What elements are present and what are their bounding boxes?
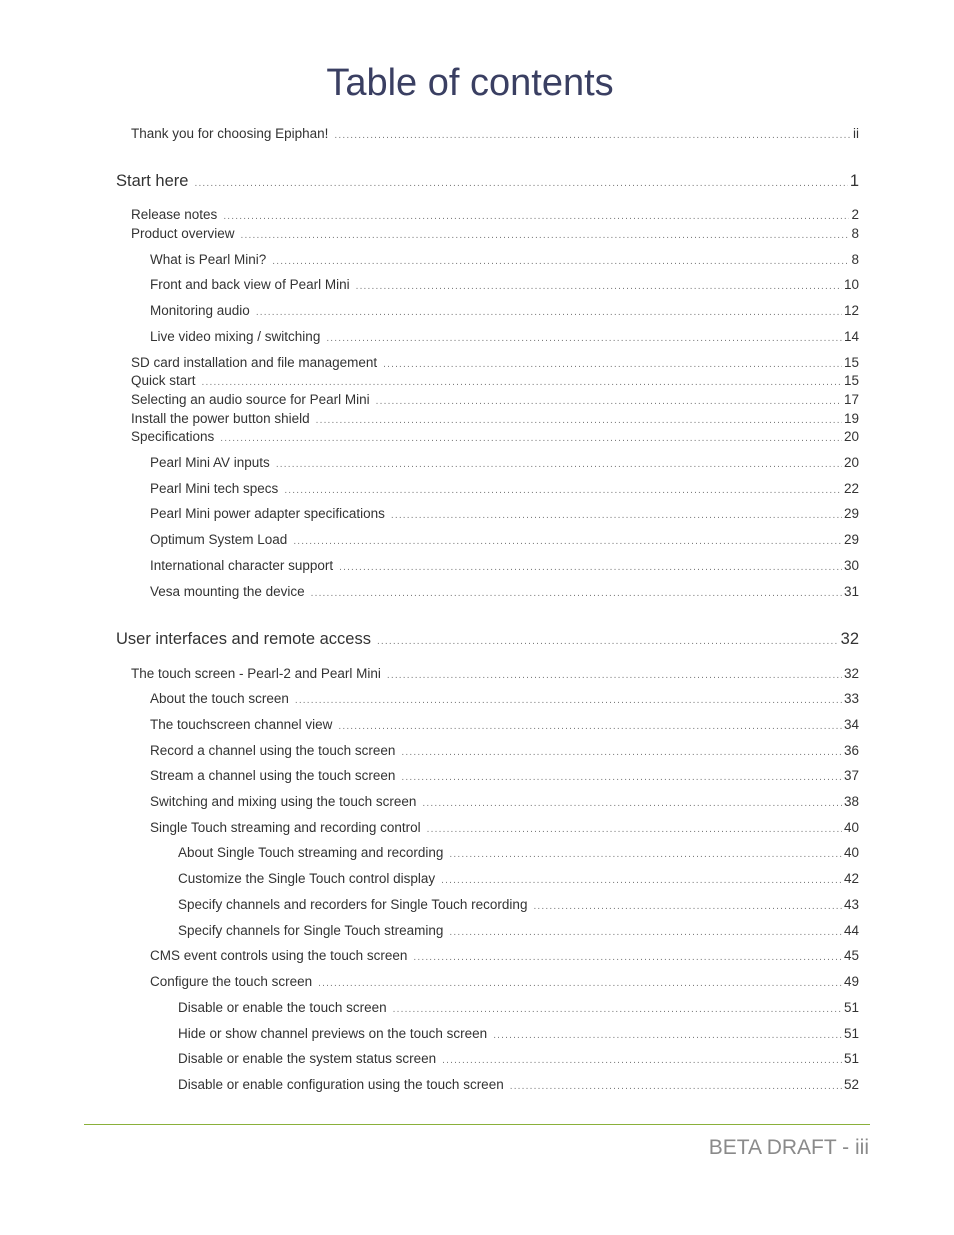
toc-entry-thank-you[interactable] [131, 126, 859, 141]
toc-chapter-start-here[interactable] [116, 172, 859, 191]
toc-page: 14 [843, 329, 859, 344]
footer-page-number: iii [855, 1136, 869, 1159]
toc-page: 45 [843, 948, 859, 963]
leader-dots [533, 901, 842, 912]
toc-label: Quick start [131, 373, 196, 388]
toc-entry[interactable] [150, 506, 859, 521]
toc-page: 34 [843, 717, 859, 732]
toc-entry[interactable] [150, 584, 859, 599]
toc-entry[interactable] [150, 481, 859, 496]
toc-page: 29 [843, 532, 859, 547]
toc-label: Release notes [131, 207, 218, 222]
leader-dots [387, 670, 842, 681]
toc-label: Specifications [131, 429, 215, 444]
toc-entry[interactable] [131, 355, 859, 370]
toc-entry[interactable] [150, 691, 859, 706]
leader-dots [223, 211, 849, 222]
toc-label: Optimum System Load [150, 532, 288, 547]
leader-dots [401, 747, 842, 758]
toc-entry[interactable] [131, 429, 859, 444]
toc-page: 8 [851, 226, 859, 241]
toc-entry[interactable] [178, 923, 859, 938]
toc-page: 30 [843, 558, 859, 573]
toc-page: 40 [843, 820, 859, 835]
toc-label: Record a channel using the touch screen [150, 743, 396, 758]
toc-page: 19 [843, 411, 859, 426]
toc-entry[interactable] [150, 794, 859, 809]
leader-dots [295, 695, 842, 706]
page-footer [709, 1136, 869, 1160]
toc-page: 1 [849, 172, 859, 190]
toc-entry[interactable] [150, 252, 859, 267]
toc-page: 17 [843, 392, 859, 407]
leader-dots [391, 510, 842, 521]
toc-page: 51 [843, 1000, 859, 1015]
leader-dots [441, 875, 842, 886]
toc-entry[interactable] [131, 666, 859, 681]
toc-label: The touchscreen channel view [150, 717, 333, 732]
toc-entry[interactable] [178, 1000, 859, 1015]
toc-page: ii [853, 126, 859, 141]
leader-dots [442, 1055, 842, 1066]
toc-page: 49 [843, 974, 859, 989]
toc-page: 40 [843, 845, 859, 860]
toc-label: CMS event controls using the touch screen [150, 948, 408, 963]
toc-entry[interactable] [150, 532, 859, 547]
leader-dots [202, 377, 842, 388]
toc-label: Vesa mounting the device [150, 584, 305, 599]
toc-label: About the touch screen [150, 691, 289, 706]
leader-dots [356, 281, 842, 292]
toc-label: User interfaces and remote access [116, 630, 371, 648]
toc-label: Stream a channel using the touch screen [150, 768, 396, 783]
toc-label: Single Touch streaming and recording control [150, 820, 421, 835]
toc-page: 10 [843, 277, 859, 292]
toc-entry[interactable] [150, 303, 859, 318]
leader-dots [393, 1004, 842, 1015]
leader-dots [493, 1030, 842, 1041]
toc-entry[interactable] [131, 411, 859, 426]
toc-page: 15 [843, 355, 859, 370]
leader-dots [293, 536, 842, 547]
toc-label: Thank you for choosing Epiphan! [131, 126, 329, 141]
leader-dots [276, 459, 842, 470]
leader-dots [194, 178, 847, 189]
toc-entry[interactable] [150, 820, 859, 835]
toc-label: Monitoring audio [150, 303, 250, 318]
toc-entry[interactable] [150, 743, 859, 758]
toc-entry[interactable] [150, 329, 859, 344]
toc-page: 32 [840, 630, 859, 648]
toc-entry[interactable] [131, 226, 859, 241]
leader-dots [316, 415, 842, 426]
toc-page: 20 [843, 455, 859, 470]
toc-page: 8 [851, 252, 859, 267]
leader-dots [377, 636, 839, 647]
toc-page: 12 [843, 303, 859, 318]
leader-dots [376, 396, 842, 407]
toc-page: 32 [843, 666, 859, 681]
toc-label: The touch screen - Pearl-2 and Pearl Mini [131, 666, 381, 681]
toc-page: 2 [851, 207, 859, 222]
leader-dots [220, 433, 842, 444]
toc-entry[interactable] [131, 373, 859, 388]
toc-label: Pearl Mini tech specs [150, 481, 279, 496]
toc-chapter-user-interfaces[interactable] [116, 630, 859, 649]
page-title: Table of contents [326, 62, 614, 104]
toc-label: Configure the touch screen [150, 974, 313, 989]
toc-entry[interactable] [150, 974, 859, 989]
toc-label: Install the power button shield [131, 411, 310, 426]
leader-dots [284, 485, 842, 496]
leader-dots [338, 721, 842, 732]
toc-label: Disable or enable the system status screen [178, 1051, 437, 1066]
toc-entry[interactable] [178, 845, 859, 860]
leader-dots [256, 307, 842, 318]
toc-label: Specify channels for Single Touch streaming [178, 923, 444, 938]
toc-page: 29 [843, 506, 859, 521]
toc-label: Customize the Single Touch control display [178, 871, 436, 886]
toc-page: 22 [843, 481, 859, 496]
toc-label: About Single Touch streaming and recording [178, 845, 444, 860]
toc-label: What is Pearl Mini? [150, 252, 267, 267]
leader-dots [326, 333, 842, 344]
leader-dots [449, 927, 842, 938]
leader-dots [449, 849, 842, 860]
toc-label: Hide or show channel previews on the touch screen [178, 1026, 488, 1041]
toc-page: 44 [843, 923, 859, 938]
leader-dots [510, 1081, 842, 1092]
toc-entry[interactable] [150, 768, 859, 783]
leader-dots [318, 978, 842, 989]
leader-dots [427, 824, 842, 835]
toc-entry[interactable] [178, 1077, 859, 1092]
toc-label: Specify channels and recorders for Single Touch recording [178, 897, 528, 912]
toc-entry[interactable] [150, 948, 859, 963]
toc-page: 51 [843, 1026, 859, 1041]
toc-entry[interactable] [178, 897, 859, 912]
toc-entry[interactable] [178, 1051, 859, 1066]
toc-label: Pearl Mini power adapter specifications [150, 506, 385, 521]
toc-page: 15 [843, 373, 859, 388]
toc-page: 37 [843, 768, 859, 783]
toc-label: Start here [116, 172, 189, 190]
toc-entry[interactable] [150, 455, 859, 470]
toc-label: SD card installation and file management [131, 355, 378, 370]
toc-entry[interactable] [178, 1026, 859, 1041]
toc-label: Disable or enable configuration using the touch screen [178, 1077, 504, 1092]
toc-label: Selecting an audio source for Pearl Mini [131, 392, 370, 407]
toc-page: 52 [843, 1077, 859, 1092]
footer-label: BETA DRAFT - [708, 1136, 855, 1159]
toc-page: 20 [843, 429, 859, 444]
leader-dots [241, 230, 850, 241]
leader-dots [422, 798, 842, 809]
toc-page: 38 [843, 794, 859, 809]
toc-entry[interactable] [150, 277, 859, 292]
toc-label: Disable or enable the touch screen [178, 1000, 387, 1015]
leader-dots [334, 130, 851, 141]
toc-entry[interactable] [150, 717, 859, 732]
toc-label: Switching and mixing using the touch screen [150, 794, 417, 809]
leader-dots [383, 359, 842, 370]
toc-entry[interactable] [178, 871, 859, 886]
leader-dots [311, 588, 842, 599]
toc-page: 36 [843, 743, 859, 758]
toc-page: 43 [843, 897, 859, 912]
toc-entry[interactable] [131, 392, 859, 407]
leader-dots [272, 256, 849, 267]
toc-page: 31 [843, 584, 859, 599]
toc-page: 33 [843, 691, 859, 706]
toc-label: Front and back view of Pearl Mini [150, 277, 350, 292]
leader-dots [401, 772, 842, 783]
toc-label: Live video mixing / switching [150, 329, 321, 344]
toc-entry[interactable] [150, 558, 859, 573]
toc-entry[interactable] [131, 207, 859, 222]
toc-page: 51 [843, 1051, 859, 1066]
toc-label: International character support [150, 558, 334, 573]
leader-dots [339, 562, 842, 573]
toc-label: Product overview [131, 226, 235, 241]
toc-page: 42 [843, 871, 859, 886]
leader-dots [413, 952, 842, 963]
toc-label: Pearl Mini AV inputs [150, 455, 270, 470]
footer-rule [84, 1124, 870, 1125]
